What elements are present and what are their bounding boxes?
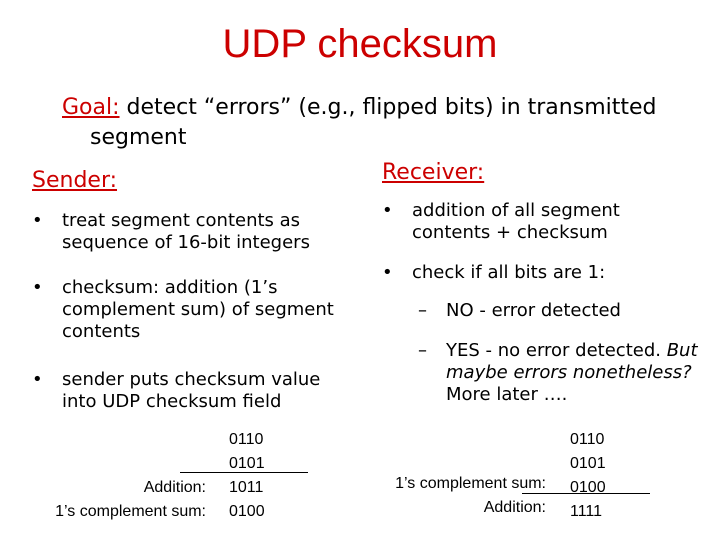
goal-statement bbox=[62, 93, 702, 153]
addition-label: Addition: bbox=[483, 499, 546, 516]
sender-heading: Sender: bbox=[32, 168, 118, 193]
receiver-yes-item bbox=[418, 340, 708, 406]
binary-value: 0100 bbox=[570, 479, 606, 496]
sender-bullet: • checksum: addition (1’s complement sum) of segment contents bbox=[32, 277, 342, 343]
receiver-bullet: • addition of all segment contents + checksum bbox=[382, 200, 702, 244]
receiver-bullets bbox=[382, 200, 702, 284]
receiver-bullet: • check if all bits are 1: bbox=[382, 262, 702, 284]
binary-value: 1011 bbox=[229, 479, 264, 496]
ones-complement-label: 1’s complement sum: bbox=[55, 503, 206, 520]
binary-value: 1111 bbox=[570, 503, 603, 520]
slide-title: UDP checksum bbox=[222, 22, 498, 66]
sum-rule bbox=[522, 493, 650, 494]
sender-bullet: • sender puts checksum value into UDP checksum field bbox=[32, 369, 342, 413]
sum-rule bbox=[180, 472, 308, 473]
receiver-example-labels bbox=[320, 472, 546, 520]
goal-line-1 bbox=[62, 93, 702, 123]
sender-example-values bbox=[229, 428, 265, 524]
binary-value: 0101 bbox=[229, 455, 265, 472]
goal-text: detect “errors” (e.g., flipped bits) in transmitted bbox=[119, 95, 657, 120]
sender-bullets bbox=[32, 210, 342, 413]
receiver-example-values bbox=[570, 428, 606, 524]
binary-value: 0101 bbox=[570, 455, 606, 472]
addition-label: Addition: bbox=[143, 479, 206, 496]
receiver-subbullets bbox=[418, 300, 708, 406]
sender-bullet: • treat segment contents as sequence of 16-bit integers bbox=[32, 210, 342, 254]
yes-italic-text: But maybe errors nonetheless? bbox=[446, 340, 698, 383]
goal-line-2: segment bbox=[90, 125, 187, 150]
receiver-heading: Receiver: bbox=[382, 160, 485, 185]
yes-text: YES - no error detected. bbox=[446, 340, 667, 361]
goal-label: Goal: bbox=[62, 95, 120, 120]
yes-suffix-text: More later …. bbox=[446, 384, 568, 405]
sender-example-labels bbox=[0, 476, 206, 524]
binary-value: 0100 bbox=[229, 503, 265, 520]
binary-value: 0110 bbox=[570, 431, 605, 448]
receiver-no-item: – NO - error detected bbox=[418, 300, 708, 322]
binary-value: 0110 bbox=[229, 431, 264, 448]
ones-complement-label: 1’s complement sum: bbox=[395, 475, 546, 492]
